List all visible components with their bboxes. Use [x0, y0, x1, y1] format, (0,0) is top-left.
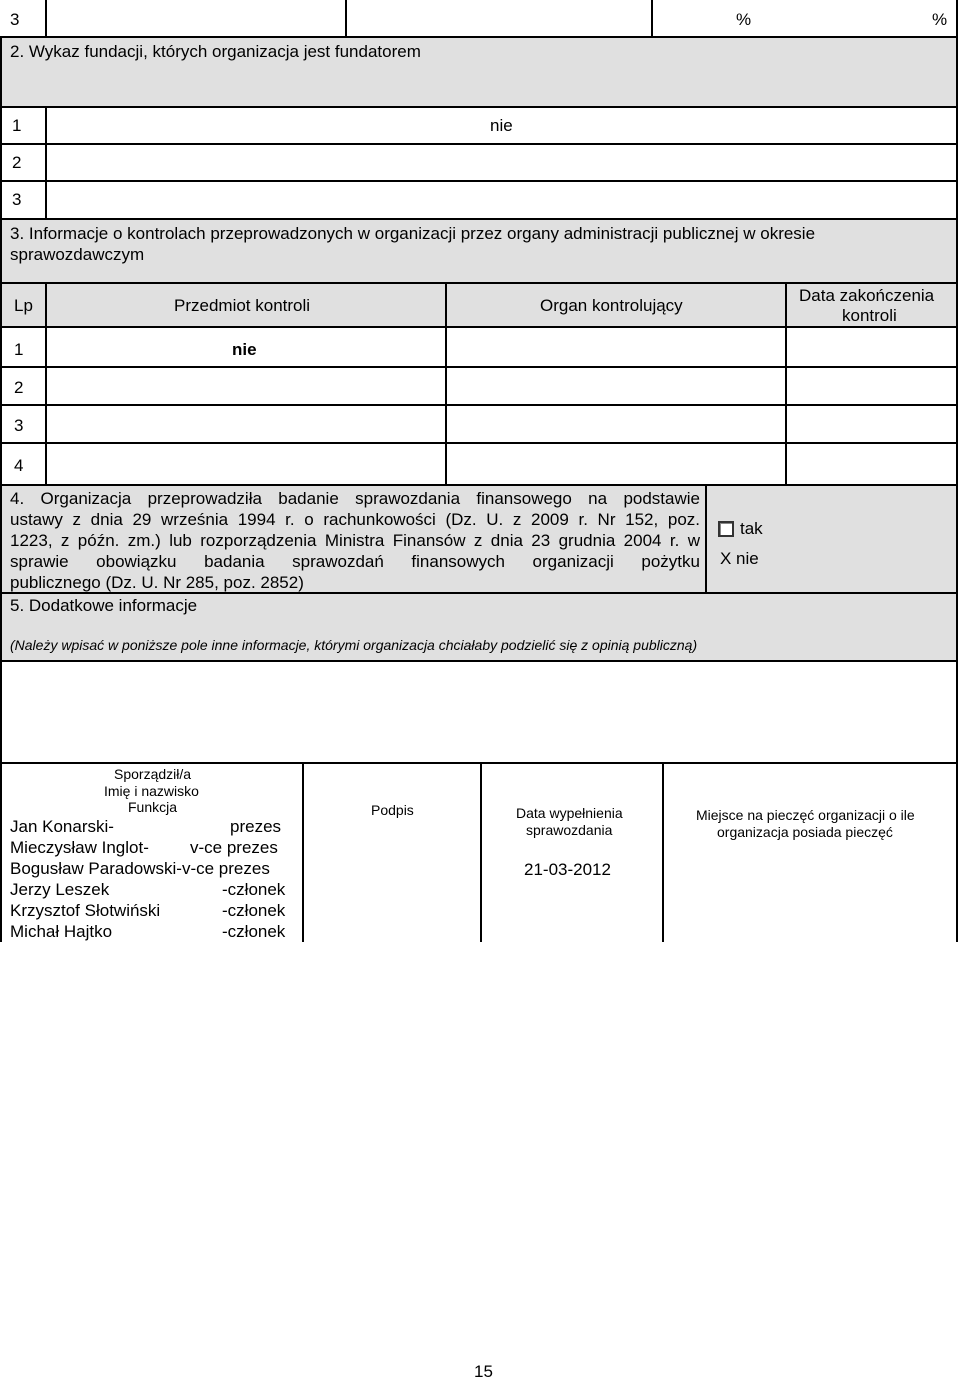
section3-table: [0, 328, 958, 484]
column-header-data: Data zakończenia: [799, 286, 935, 305]
section3-title-continued: sprawozdawczym: [10, 245, 145, 264]
table-row-number: 3: [14, 416, 24, 435]
percent-sign: %: [932, 10, 948, 29]
column-header-przedmiot: Przedmiot kontroli: [174, 296, 311, 315]
section3-header: [0, 218, 958, 284]
table-row-number: 4: [14, 456, 24, 475]
audit-question-line: sprawie obowiązku badania sprawozdań finansowych organizacji pożytku: [10, 552, 700, 571]
audit-question-line: 1223, z późn. zm.) lub rozporządzenia Ministra Finansów z dnia 23 grudnia 2004 r. w: [10, 531, 700, 550]
section4: [0, 484, 958, 594]
page-number: 15: [474, 1362, 493, 1381]
stamp-header-continued: organizacja posiada pieczęć: [717, 824, 893, 840]
section2-title: 2. Wykaz fundacji, których organizacja jest fundatorem: [10, 42, 421, 61]
audit-question-line: 4. Organizacja przeprowadziła badanie sprawozdania finansowego na podstawie: [10, 489, 700, 508]
section5-header: [0, 594, 958, 662]
section3-title: 3. Informacje o kontrolach przeprowadzonych w organizacji przez organy administracji publicznej w okresie: [10, 224, 816, 243]
checkbox-icon[interactable]: [718, 521, 734, 537]
column-header-data-continued: kontroli: [842, 306, 897, 325]
option-nie-label: X nie: [720, 549, 759, 568]
section2-header: [0, 38, 958, 108]
person-role: -członek: [222, 901, 286, 920]
fundacja-value: nie: [490, 116, 513, 135]
name-header: Imię i nazwisko: [104, 783, 199, 799]
person-role: -członek: [222, 922, 286, 941]
audit-question-line: publicznego (Dz. U. Nr 285, poz. 2852): [10, 573, 304, 592]
signature-header: Podpis: [371, 802, 414, 818]
section5-title: 5. Dodatkowe informacje: [10, 596, 198, 615]
top-row-number: 3: [10, 10, 20, 29]
column-header-organ: Organ kontrolujący: [540, 296, 683, 315]
function-header: Funkcja: [128, 799, 178, 815]
audit-question-line: ustawy z dnia 29 września 1994 r. o rachunkowości (Dz. U. z 2009 r. Nr 152, poz.: [10, 510, 700, 529]
option-tak-label: tak: [740, 519, 763, 538]
section5-note: (Należy wpisać w poniższe pole inne informacje, którymi organizacja chciałaby podzielić się z opinią publiczną): [10, 637, 698, 653]
table-row-number: 3: [12, 190, 22, 209]
fill-date-header-continued: sprawozdania: [526, 822, 613, 838]
table-row-number: 2: [12, 153, 22, 172]
section2-table: [0, 108, 958, 218]
person-name: Jan Konarski-: [10, 817, 114, 836]
person-name: Michał Hajtko: [10, 922, 113, 941]
stamp-header: Miejsce na pieczęć organizacji o ile: [696, 807, 915, 823]
person-role: -członek: [222, 880, 286, 899]
column-header-lp: Lp: [14, 296, 33, 315]
person-role: prezes: [230, 817, 282, 836]
percent-sign: %: [736, 10, 752, 29]
table-row-number: 1: [12, 116, 22, 135]
fill-date-value: 21-03-2012: [524, 860, 611, 879]
section3-column-headers: [0, 284, 958, 328]
przedmiot-value: nie: [232, 340, 257, 359]
person-name: Mieczysław Inglot-: [10, 838, 149, 857]
signature-table: [0, 764, 958, 942]
top-row: [0, 0, 958, 38]
table-row-number: 1: [14, 340, 24, 359]
person-name: Krzysztof Słotwiński: [10, 901, 161, 920]
additional-info-field[interactable]: [0, 662, 958, 764]
person-role: v-ce prezes: [190, 838, 278, 857]
prepared-by-header: Sporządził/a: [114, 766, 192, 782]
table-row-number: 2: [14, 378, 24, 397]
person-name: Bogusław Paradowski-v-ce prezes: [10, 859, 270, 878]
fill-date-header: Data wypełnienia: [516, 805, 623, 821]
person-name: Jerzy Leszek: [10, 880, 110, 899]
